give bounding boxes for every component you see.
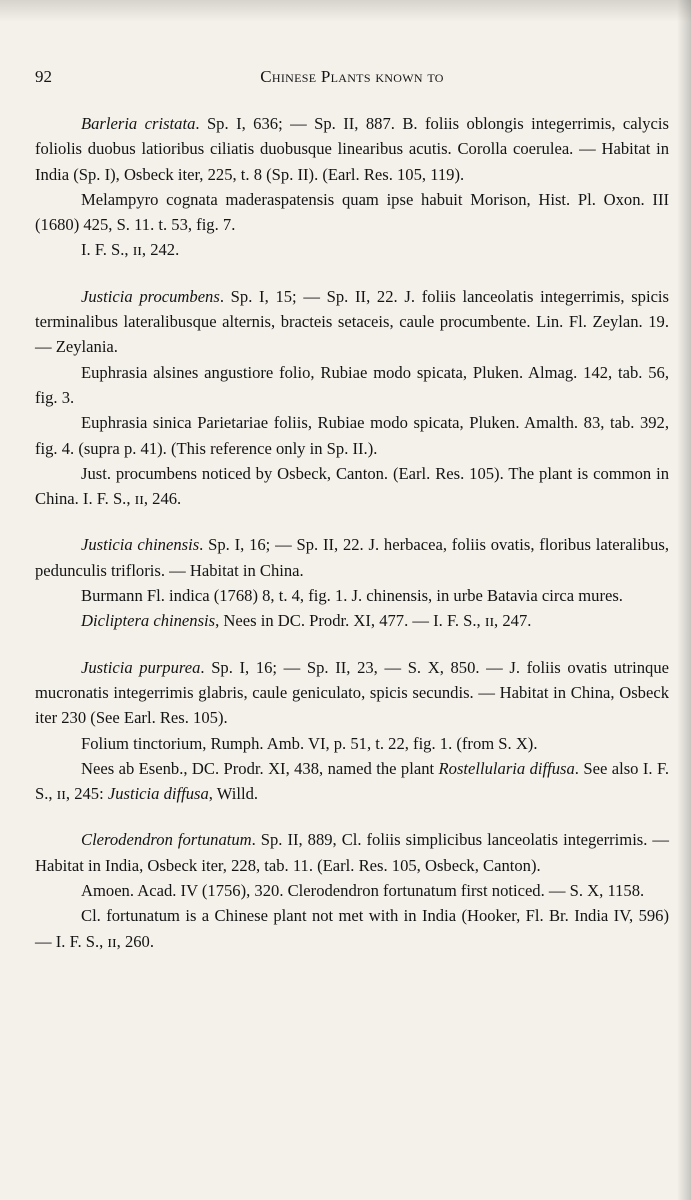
entry-heading-paragraph — [35, 827, 669, 878]
entry-text: Just. procumbens noticed by Osbeck, Canton. (Earl. Res. 105). The plant is common in China. I. F. S., ɪɪ, 246. — [35, 463, 669, 509]
species-name: Rostellularia diffusa — [438, 758, 575, 778]
species-name: Justicia chinensis — [81, 535, 200, 555]
entry-text: . See also I. F. S., ɪɪ, 245: — [35, 758, 670, 804]
entry-text: Euphrasia alsines angustiore folio, Rubiae modo spicata, Pluken. Almag. 142, tab. 56, fig. 3. — [35, 362, 669, 407]
entry-paragraph — [35, 461, 669, 512]
book-page — [35, 64, 669, 954]
entry-heading-paragraph — [35, 284, 669, 360]
entry-text: Nees ab Esenb., DC. Prodr. XI, 438, named the plant — [81, 758, 439, 778]
entry-heading-paragraph — [35, 532, 669, 583]
entries-container — [35, 111, 669, 954]
species-name: Justicia procumbens — [81, 286, 220, 306]
entry-paragraph — [35, 903, 669, 954]
entry-text: , Willd. — [208, 784, 259, 804]
plant-entry — [35, 111, 669, 263]
entry-text: . Sp. II, 889, Cl. foliis simplicibus lanceolatis integerrimis. — Habitat in India, Osbeck iter, 228, tab. 11. (Earl. Res. 105, Osbeck, Canton). — [35, 830, 670, 875]
species-name: Justicia diffusa — [107, 784, 209, 804]
entry-text: . Sp. I, 15; — Sp. II, 22. J. foliis lanceolatis integerrimis, spicis terminalibus lateralibusque alternis, bracteis setaceis, caule procumbente. Lin. Fl. Zeylan. 19. — Zeylania. — [35, 286, 669, 357]
entry-paragraph — [35, 731, 669, 756]
entry-paragraph — [35, 878, 669, 903]
entry-text: , Nees in DC. Prodr. XI, 477. — I. F. S., ɪɪ, 247. — [215, 611, 532, 631]
entry-paragraph — [35, 237, 669, 262]
entry-heading-paragraph — [35, 655, 669, 731]
plant-entry — [35, 284, 669, 512]
entry-paragraph — [35, 360, 669, 411]
entry-text: I. F. S., ɪɪ, 242. — [81, 240, 180, 260]
page-shadow-right — [677, 0, 691, 1200]
species-name: Justicia purpurea — [81, 657, 201, 677]
species-name: Dicliptera chinensis — [81, 611, 216, 631]
entry-paragraph — [35, 410, 669, 461]
page-header — [35, 64, 669, 94]
entry-text: Burmann Fl. indica (1768) 8, t. 4, fig. 1. J. chinensis, in urbe Batavia circa mures. — [81, 586, 623, 606]
plant-entry — [35, 655, 669, 807]
entry-text: . Sp. I, 636; — Sp. II, 887. B. foliis oblongis integerrimis, calycis foliolis duobus latioribus ciliatis duobusque linearibus acutis. Corolla coerulea. — Habitat in India (Sp. I), Osbeck iter, 225, t. 8 (Sp. II). (Earl. Res. 105, 119). — [35, 114, 669, 184]
entry-paragraph — [35, 608, 669, 633]
entry-text: . Sp. I, 16; — Sp. II, 22. J. herbacea, foliis ovatis, floribus lateralibus, pedunculis trifloris. — Habitat in China. — [35, 535, 669, 580]
entry-text: Melampyro cognata maderaspatensis quam ipse habuit Morison, Hist. Pl. Oxon. III (1680) 425, S. 11. t. 53, fig. 7. — [35, 189, 669, 235]
entry-paragraph — [35, 756, 669, 807]
entry-paragraph — [35, 583, 669, 608]
entry-text: Folium tinctorium, Rumph. Amb. VI, p. 51, t. 22, fig. 1. (from S. X). — [81, 733, 538, 753]
page-number: 92 — [35, 67, 52, 86]
species-name: Clerodendron fortunatum — [81, 830, 252, 850]
entry-text: Euphrasia sinica Parietariae foliis, Rubiae modo spicata, Pluken. Amalth. 83, tab. 392, fig. 4. (supra p. 41). (This reference only in Sp. II.). — [35, 413, 669, 458]
species-name: Barleria cristata — [81, 114, 196, 133]
page-shadow-top — [0, 0, 691, 22]
entry-text: . Sp. I, 16; — Sp. II, 23, — S. X, 850. — J. foliis ovatis utrinque mucronatis integerrimis glabris, caule geniculato, spicis secundis. — Habitat in China, Osbeck iter 230 (See Earl. Res. 105). — [35, 657, 669, 728]
plant-entry — [35, 532, 669, 633]
entry-text: Cl. fortunatum is a Chinese plant not met with in India (Hooker, Fl. Br. India IV, 596) — I. F. S., ɪɪ, 260. — [35, 906, 669, 951]
plant-entry — [35, 827, 669, 953]
entry-heading-paragraph — [35, 111, 669, 187]
entry-paragraph — [35, 187, 669, 238]
running-title: Chinese Plants known to — [260, 67, 444, 86]
entry-text: Amoen. Acad. IV (1756), 320. Clerodendron fortunatum first noticed. — S. X, 1158. — [81, 881, 645, 901]
